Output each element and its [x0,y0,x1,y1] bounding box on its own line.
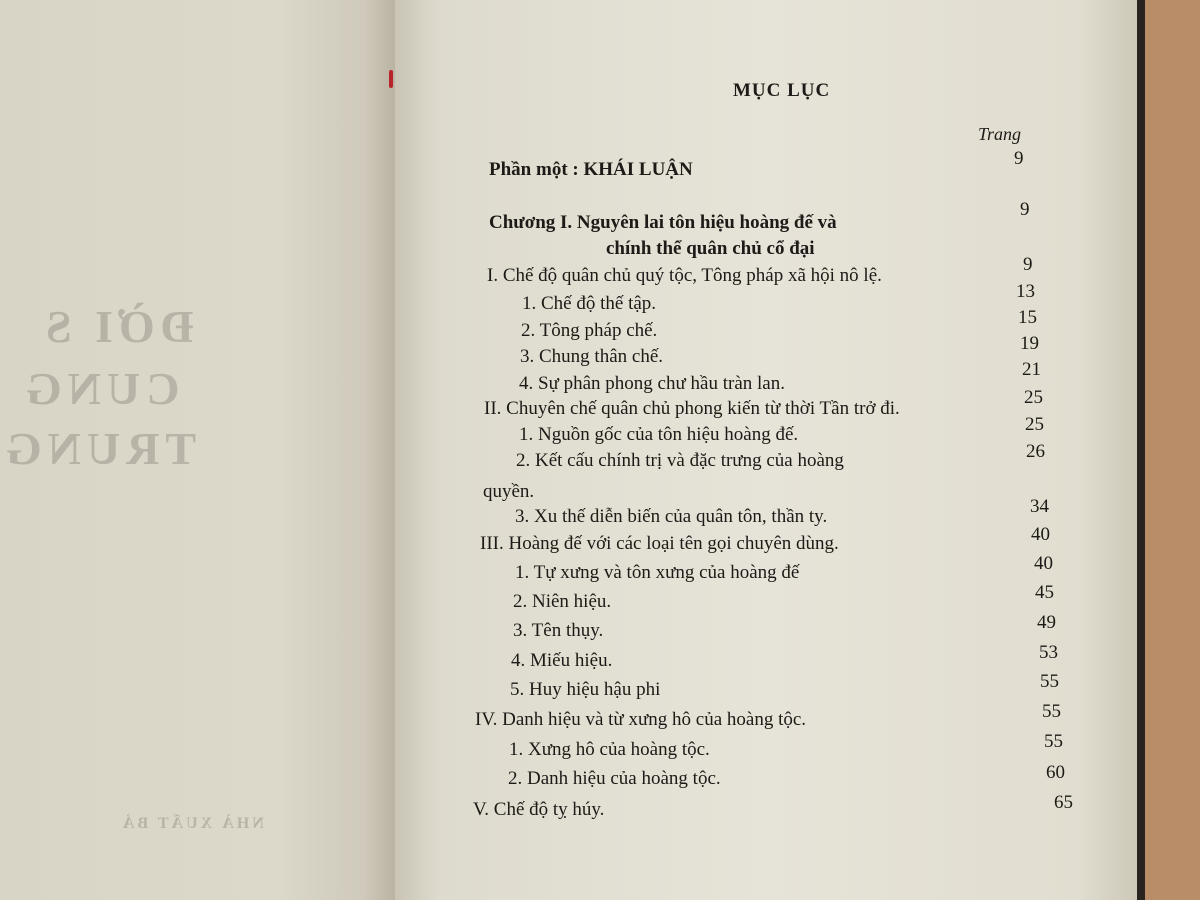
toc-entry: V. Chế độ tỵ húy. [473,799,605,820]
chapter-heading-line2: chính thể quân chủ cổ đại [606,238,815,259]
toc-entry: III. Hoàng đế với các loại tên gọi chuyên dùng. [480,533,839,554]
toc-page: 25 [1025,414,1044,435]
toc-entry: 1. Chế độ thế tập. [522,293,657,314]
toc-entry: 1. Tự xưng và tôn xưng của hoàng đế [515,562,800,583]
toc-entry: quyền. [483,481,535,502]
bleed-through-text: CUNG [20,363,180,414]
toc-entry: 2. Kết cấu chính trị và đặc trưng của hoàng [516,450,844,471]
toc-page: 49 [1037,612,1056,633]
toc-page: 34 [1030,496,1049,517]
toc-page: 45 [1035,582,1054,603]
toc-page: 25 [1024,387,1043,408]
toc-entry: 2. Niên hiệu. [513,591,612,612]
bleed-through-text: NHÀ XUẤT BẢ [120,815,264,832]
toc-page: 19 [1020,333,1039,354]
toc-page: 9 [1023,254,1033,275]
page-edge [1137,0,1145,900]
page-column-header: Trang [978,124,1022,144]
toc-entry: 5. Huy hiệu hậu phi [510,679,661,700]
toc-page: 65 [1054,792,1073,813]
toc-page: 26 [1026,441,1045,462]
toc-page: 55 [1044,731,1063,752]
bleed-through-text: ĐỜI S [40,301,194,352]
toc-entry: 3. Tên thụy. [513,620,604,641]
toc-page: 13 [1016,281,1035,302]
toc-page: 55 [1042,701,1061,722]
toc-entry: IV. Danh hiệu và từ xưng hô của hoàng tộc. [475,709,807,730]
toc-entry: II. Chuyên chế quân chủ phong kiến từ thời Tần trở đi. [484,398,900,419]
toc-entry: 3. Xu thế diễn biến của quân tôn, thần ty. [515,506,828,527]
toc-entry: 1. Xưng hô của hoàng tộc. [509,739,710,760]
toc-page: 55 [1040,671,1059,692]
toc-page: 21 [1022,359,1041,380]
toc-entry: 4. Sự phân phong chư hầu tràn lan. [519,373,785,394]
chapter-page: 9 [1020,199,1030,220]
toc-entry: 2. Danh hiệu của hoàng tộc. [508,768,721,789]
toc-entry: 1. Nguồn gốc của tôn hiệu hoàng đế. [519,424,799,445]
toc-page: 40 [1031,524,1050,545]
part-heading: Phần một : KHÁI LUẬN [489,159,693,180]
toc-title: MỤC LỤC [733,80,831,101]
toc-page: 53 [1039,642,1058,663]
bleed-through-text: TRUNG [0,423,197,474]
bookmark-mark [389,70,393,88]
toc-entry: 2. Tông pháp chế. [521,320,658,341]
toc-page: 60 [1046,762,1065,783]
toc-page: 40 [1034,553,1053,574]
left-page [0,0,395,900]
toc-page: 15 [1018,307,1037,328]
part-page: 9 [1014,148,1024,169]
toc-entry: I. Chế độ quân chủ quý tộc, Tông pháp xã hội nô lệ. [487,265,882,286]
chapter-heading: Chương I. Nguyên lai tôn hiệu hoàng đế và [489,212,837,233]
toc-entry: 4. Miếu hiệu. [511,650,613,671]
toc-entry: 3. Chung thân chế. [520,346,664,367]
